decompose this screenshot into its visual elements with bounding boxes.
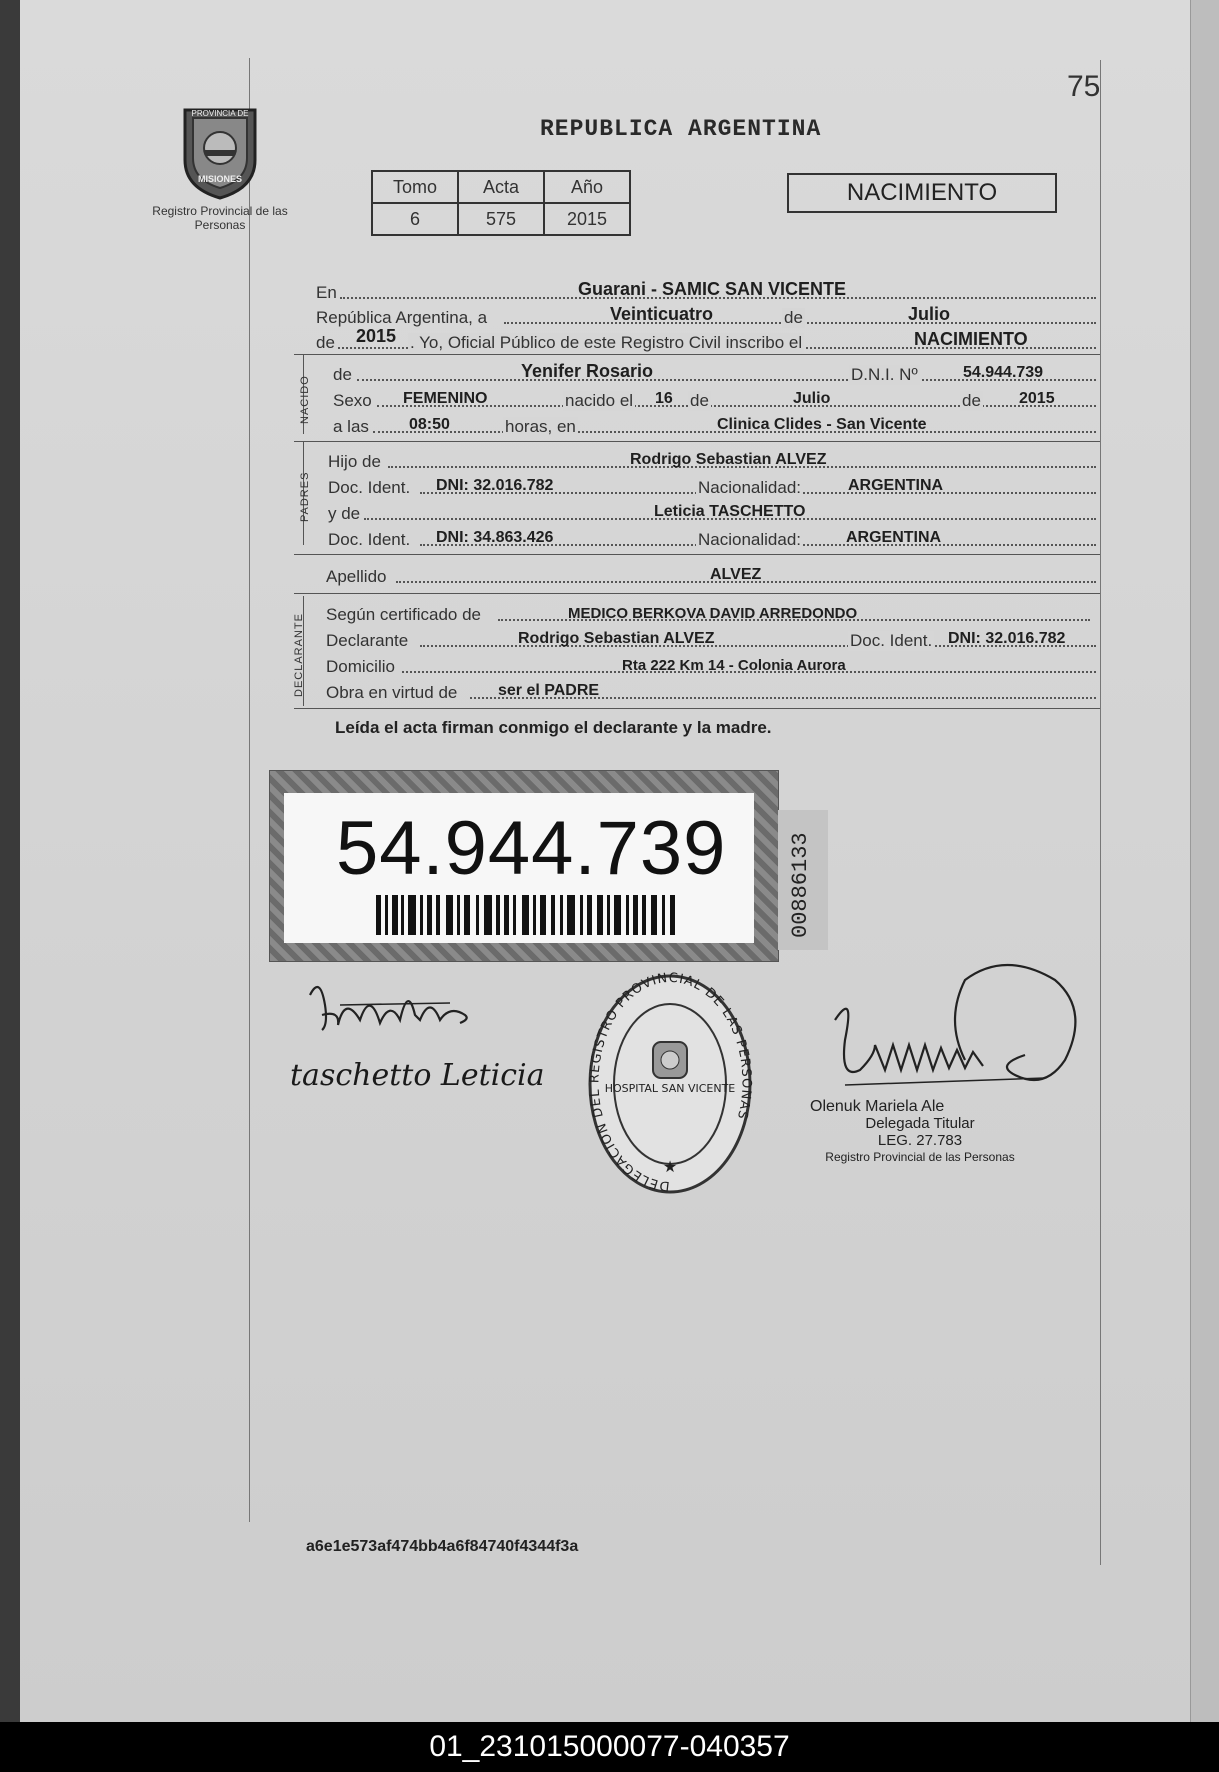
padres-line-mother-doc [328, 526, 1100, 550]
barcode-icon [376, 895, 678, 935]
nacido-line-time [333, 413, 1100, 437]
apellido-line [326, 563, 1100, 587]
nacionalidad-label: Nacionalidad: [698, 530, 802, 549]
sticker-serial-tab [778, 810, 828, 950]
place-value: Guarani - SAMIC SAN VICENTE [578, 279, 847, 299]
apellido-value: ALVEZ [710, 566, 762, 583]
header-ano: Año [544, 171, 630, 203]
doc-ident-label: Doc. Ident. [850, 631, 933, 650]
time-value: 08:50 [409, 416, 450, 433]
page-number: 75 [1067, 70, 1101, 103]
doc-ident-label: Doc. Ident. [328, 478, 411, 497]
svg-text:★: ★ [662, 1157, 678, 1176]
year-value: 2015 [356, 326, 397, 346]
birth-day-value: 16 [655, 390, 673, 407]
mother-doc-value: DNI: 34.863.426 [436, 529, 554, 546]
republica-label: República Argentina, a [316, 308, 488, 327]
logo-top-text: PROVINCIA DE [191, 109, 249, 118]
seal-inner-text: HOSPITAL SAN VICENTE [604, 1082, 736, 1095]
declarante-section-label: DECLARANTE [293, 613, 305, 697]
horas-label: horas, en [505, 417, 576, 436]
obra-label: Obra en virtud de [326, 683, 458, 702]
book-header-row [372, 171, 630, 203]
section-divider [294, 554, 1100, 555]
mother-name-value: Leticia TASCHETTO [654, 503, 806, 520]
country-title: REPUBLICA ARGENTINA [540, 116, 822, 142]
official-registry: Registro Provincial de las Personas [825, 1150, 1015, 1164]
section-divider [294, 708, 1100, 709]
de-label: de [690, 391, 709, 410]
sexo-value: FEMENINO [403, 390, 488, 407]
doc-ident-label: Doc. Ident. [328, 530, 411, 549]
declarante-line-name [326, 627, 1100, 651]
father-doc-value: DNI: 32.016.782 [436, 477, 554, 494]
certificate-page [20, 0, 1205, 1722]
intro-line-date [316, 304, 1100, 328]
official-name: Olenuk Mariela Ale [810, 1098, 945, 1115]
mother-handwritten-name: taschetto Leticia [290, 1058, 545, 1093]
declarante-line-certificado [326, 601, 1100, 625]
declarante-doc-value: DNI: 32.016.782 [948, 630, 1066, 647]
book-values-row [372, 203, 630, 235]
dni-label: D.N.I. Nº [851, 365, 918, 384]
left-margin-line [249, 58, 250, 1522]
sticker-number: 54.944.739 [336, 806, 727, 891]
inscribe-type-value: NACIMIENTO [914, 329, 1028, 349]
declarante-line-domicilio [326, 653, 1100, 677]
mother-signature-icon [300, 975, 480, 1045]
father-nationality-value: ARGENTINA [848, 477, 944, 494]
nacido-section-label: NACIDO [299, 375, 311, 424]
de-label: de [962, 391, 981, 410]
sticker-serial: 00886133 [788, 832, 813, 938]
a-las-label: a las [333, 417, 369, 436]
misiones-crest-icon [175, 100, 265, 200]
day-words-value: Veinticuatro [610, 304, 714, 324]
hijo-de-label: Hijo de [328, 452, 381, 471]
seal-outer-text: DELEGACION DEL REGISTRO PROVINCIAL DE LAS PERSONAS [587, 972, 754, 1194]
apellido-label: Apellido [326, 567, 387, 586]
nacido-line-birth [333, 387, 1100, 411]
child-dni-value: 54.944.739 [963, 364, 1044, 381]
padres-line-father [328, 448, 1100, 472]
en-label: En [316, 283, 337, 302]
record-type-box: NACIMIENTO [787, 173, 1057, 213]
birth-year-value: 2015 [1019, 390, 1055, 407]
book-reference-table [371, 170, 631, 236]
section-divider [294, 593, 1100, 594]
official-signature-icon [815, 960, 1095, 1110]
certificado-label: Según certificado de [326, 605, 481, 624]
declarante-line-obra [326, 679, 1100, 703]
oficial-text: . Yo, Oficial Público de este Registro Civil inscribo el [410, 333, 803, 352]
logo-bottom-text: MISIONES [197, 174, 243, 184]
obra-value: ser el PADRE [498, 682, 600, 699]
header-acta: Acta [458, 171, 544, 203]
sticker-label [284, 793, 754, 943]
section-divider [294, 441, 1100, 442]
registry-logo [150, 100, 290, 232]
value-acta: 575 [458, 203, 544, 235]
value-tomo: 6 [372, 203, 458, 235]
de-label: de [784, 308, 803, 327]
registry-seal-icon [585, 972, 755, 1202]
declarante-label: Declarante [326, 631, 409, 650]
value-ano: 2015 [544, 203, 630, 235]
padres-line-father-doc [328, 474, 1100, 498]
nacionalidad-label: Nacionalidad: [698, 478, 802, 497]
month-value: Julio [908, 304, 951, 324]
closing-statement: Leída el acta firman conmigo el declarante y la madre. [335, 718, 772, 737]
underlying-page-edge [1190, 0, 1219, 1722]
domicilio-value: Rta 222 Km 14 - Colonia Aurora [622, 657, 846, 674]
intro-line-en [316, 279, 1100, 303]
domicilio-label: Domicilio [326, 657, 395, 676]
dni-sticker [269, 770, 779, 962]
nacido-el-label: nacido el [565, 391, 634, 410]
official-leg: LEG. 27.783 [877, 1132, 963, 1149]
nacido-line-name [333, 361, 1100, 385]
document-hash: a6e1e573af474bb4a6f84740f4344f3a [306, 1538, 579, 1555]
padres-section-label: PADRES [299, 471, 311, 522]
mother-nationality-value: ARGENTINA [846, 529, 942, 546]
birth-place-value: Clinica Clides - San Vicente [717, 416, 927, 433]
y-de-label: y de [328, 504, 361, 523]
official-title: Delegada Titular [865, 1115, 975, 1132]
year-prefix-label: de [316, 333, 335, 352]
registry-label: Registro Provincial de las Personas [152, 204, 288, 232]
right-margin-line [1100, 60, 1101, 1565]
header-tomo: Tomo [372, 171, 458, 203]
birth-month-value: Julio [793, 390, 831, 407]
declarante-name-value: Rodrigo Sebastian ALVEZ [518, 630, 715, 647]
padres-line-mother [328, 500, 1100, 524]
footer-code: 01_231015000077-040357 [429, 1730, 790, 1763]
official-block [810, 1098, 1030, 1166]
father-name-value: Rodrigo Sebastian ALVEZ [630, 451, 827, 468]
scan-footer [0, 1722, 1219, 1772]
certificado-value: MEDICO BERKOVA DAVID ARREDONDO [568, 605, 858, 622]
intro-line-year [316, 326, 1100, 353]
section-divider [294, 354, 1100, 355]
child-name-value: Yenifer Rosario [521, 361, 654, 381]
sexo-label: Sexo [333, 391, 372, 410]
de-label: de [333, 365, 352, 384]
